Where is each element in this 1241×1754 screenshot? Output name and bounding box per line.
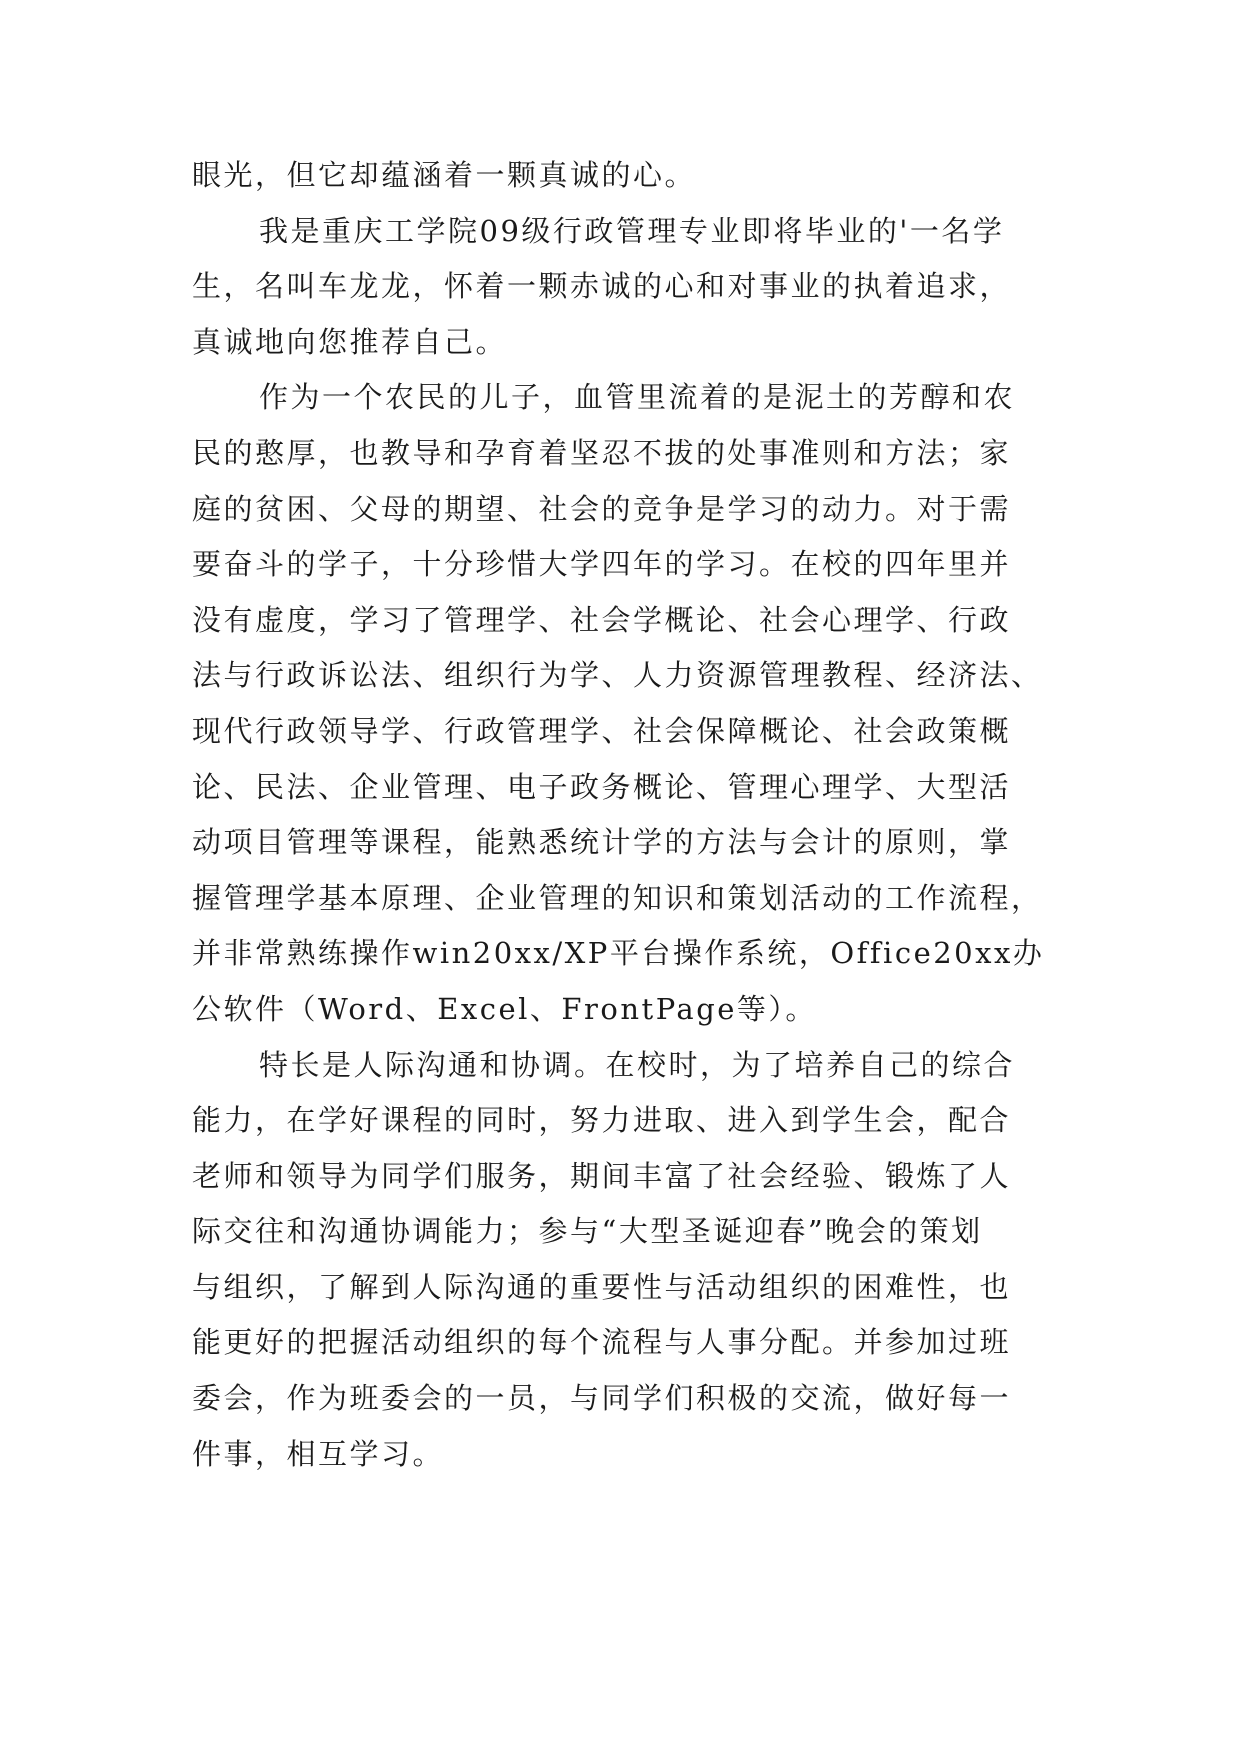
text-line: 件事，相互学习。 bbox=[192, 1436, 445, 1471]
text-line: 并非常熟练操作win20xx/XP平台操作系统，Office20xx办 bbox=[192, 936, 1045, 971]
text-line: 法与行政诉讼法、组织行为学、人力资源管理教程、经济法、 bbox=[192, 658, 1043, 693]
text-line: 民的憨厚，也教导和孕育着坚忍不拔的处事准则和方法；家 bbox=[192, 435, 1012, 470]
text-line: 真诚地向您推荐自己。 bbox=[192, 324, 508, 359]
text-line: 公软件（Word、Excel、FrontPage等）。 bbox=[192, 991, 817, 1026]
text-line: 要奋斗的学子，十分珍惜大学四年的学习。在校的四年里并 bbox=[192, 547, 1012, 582]
paragraph-first-line: 我是重庆工学院09级行政管理专业即将毕业的'一名学 bbox=[259, 213, 1005, 248]
text-line: 能更好的把握活动组织的每个流程与人事分配。并参加过班 bbox=[192, 1325, 1012, 1360]
text-line: 论、民法、企业管理、电子政务概论、管理心理学、大型活 bbox=[192, 769, 1012, 804]
text-line: 眼光，但它却蕴涵着一颗真诚的心。 bbox=[192, 158, 697, 192]
document-body bbox=[192, 148, 1072, 1482]
text-line: 与组织，了解到人际沟通的重要性与活动组织的困难性，也 bbox=[192, 1269, 1012, 1304]
paragraph-first-line: 特长是人际沟通和协调。在校时，为了培养自己的综合 bbox=[259, 1047, 1016, 1082]
paragraph-first-line: 作为一个农民的儿子，血管里流着的是泥土的芳醇和农 bbox=[259, 380, 1016, 415]
text-line: 生，名叫车龙龙，怀着一颗赤诚的心和对事业的执着追求， bbox=[192, 269, 1012, 304]
text-line: 没有虚度，学习了管理学、社会学概论、社会心理学、行政 bbox=[192, 602, 1012, 637]
text-line: 能力，在学好课程的同时，努力进取、进入到学生会，配合 bbox=[192, 1103, 1012, 1138]
text-line: 际交往和沟通协调能力；参与“大型圣诞迎春”晚会的策划 bbox=[192, 1214, 983, 1249]
text-line: 老师和领导为同学们服务，期间丰富了社会经验、锻炼了人 bbox=[192, 1158, 1012, 1193]
text-line: 庭的贫困、父母的期望、社会的竞争是学习的动力。对于需 bbox=[192, 491, 1012, 526]
text-line: 动项目管理等课程，能熟悉统计学的方法与会计的原则，掌 bbox=[192, 825, 1012, 860]
text-line: 握管理学基本原理、企业管理的知识和策划活动的工作流程， bbox=[192, 880, 1043, 915]
text-line: 现代行政领导学、行政管理学、社会保障概论、社会政策概 bbox=[192, 713, 1012, 748]
text-line: 委会，作为班委会的一员，与同学们积极的交流，做好每一 bbox=[192, 1381, 1012, 1416]
